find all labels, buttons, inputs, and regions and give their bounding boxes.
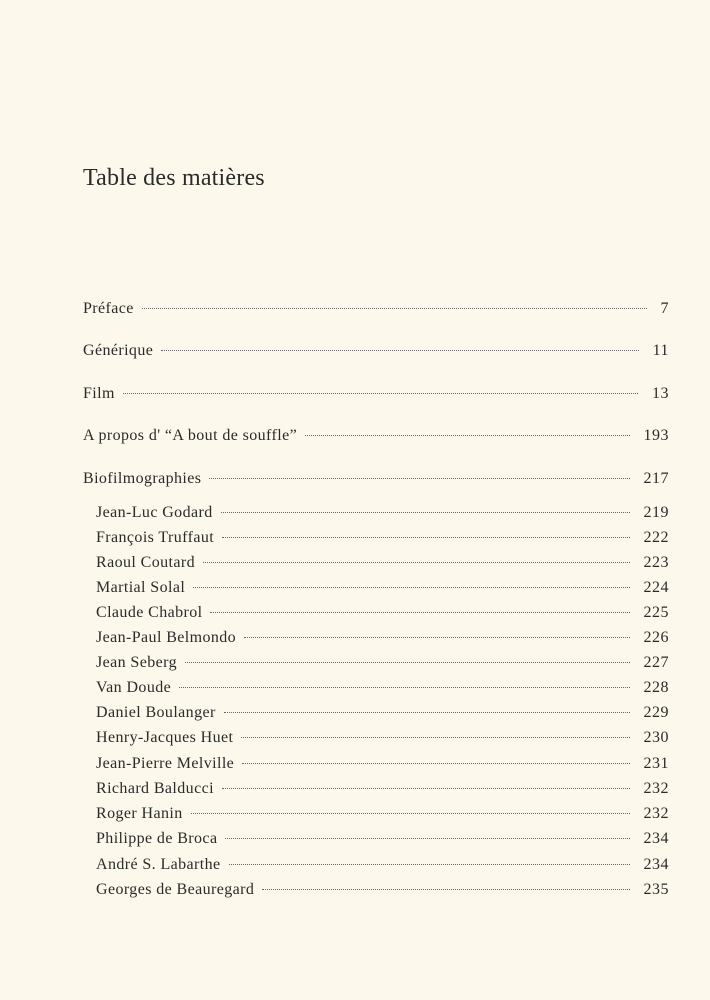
dot-leader: [185, 662, 630, 663]
toc-entry-page: 223: [643, 554, 669, 571]
dot-leader: [242, 763, 629, 764]
toc-entry-page: 227: [643, 654, 669, 671]
toc-entry-label: Martial Solal: [96, 579, 186, 596]
page-title: Table des matières: [83, 165, 265, 191]
toc-entry-label: Film: [83, 385, 115, 402]
toc-entry-label: A propos d' “A bout de souffle”: [83, 427, 298, 444]
toc-entry-page: 230: [643, 729, 669, 746]
toc-entry-label: Van Doude: [96, 679, 172, 696]
toc-entry-label: Claude Chabrol: [96, 604, 203, 621]
toc-entry-page: 7: [660, 300, 669, 317]
toc-entry-page: 225: [643, 604, 669, 621]
toc-subentry: [96, 629, 669, 653]
toc-subentry: [96, 780, 669, 804]
dot-leader: [244, 637, 629, 638]
toc-entry-label: André S. Labarthe: [96, 856, 221, 873]
toc-entry-label: Philippe de Broca: [96, 830, 218, 847]
toc-entry-page: 234: [643, 856, 669, 873]
dot-leader: [191, 813, 630, 814]
toc-subentry: [96, 729, 669, 753]
toc-subentry: [96, 529, 669, 553]
toc-subentry: [96, 554, 669, 578]
toc-entry: [83, 385, 669, 409]
dot-leader: [225, 838, 629, 839]
dot-leader: [241, 737, 629, 738]
dot-leader: [210, 612, 629, 613]
toc-subentry: [96, 830, 669, 854]
toc-subentry: [96, 579, 669, 603]
toc-entry-page: 234: [643, 830, 669, 847]
toc-entry-page: 222: [643, 529, 669, 546]
toc-entry-label: Jean Seberg: [96, 654, 177, 671]
dot-leader: [222, 788, 630, 789]
dot-leader: [161, 350, 638, 351]
toc-entry-page: 228: [643, 679, 669, 696]
toc-entry: [83, 342, 669, 366]
toc-entry-page: 13: [652, 385, 669, 402]
toc-entry-label: Richard Balducci: [96, 780, 214, 797]
toc-entry: [83, 300, 669, 324]
toc-entry-page: 226: [643, 629, 669, 646]
toc-entry-page: 232: [643, 780, 669, 797]
dot-leader: [203, 562, 630, 563]
toc-subentry: [96, 805, 669, 829]
toc-entry-page: 232: [643, 805, 669, 822]
toc-subentry: [96, 654, 669, 678]
toc-entry-page: 11: [652, 342, 669, 359]
toc-entry-page: 219: [643, 504, 669, 521]
toc-entry-label: Jean-Pierre Melville: [96, 755, 235, 772]
toc-entry-label: Jean-Paul Belmondo: [96, 629, 237, 646]
dot-leader: [305, 435, 629, 436]
dot-leader: [179, 687, 629, 688]
toc-entry-label: Roger Hanin: [96, 805, 183, 822]
dot-leader: [229, 864, 630, 865]
toc-entry: [83, 470, 669, 494]
toc-subentry: [96, 704, 669, 728]
toc-entry-page: 217: [643, 470, 669, 487]
toc-entry: [83, 427, 669, 451]
dot-leader: [221, 512, 630, 513]
toc-entry-label: Biofilmographies: [83, 470, 202, 487]
dot-leader: [142, 308, 647, 309]
toc-entry-label: Henry-Jacques Huet: [96, 729, 234, 746]
toc-entry-page: 193: [643, 427, 669, 444]
toc-entry-label: Raoul Coutard: [96, 554, 195, 571]
toc-subentry: [96, 679, 669, 703]
dot-leader: [193, 587, 629, 588]
toc-entry-label: Jean-Luc Godard: [96, 504, 213, 521]
dot-leader: [224, 712, 630, 713]
toc-entry-page: 235: [643, 881, 669, 898]
dot-leader: [222, 537, 629, 538]
toc-entry-label: Georges de Beauregard: [96, 881, 255, 898]
toc-entry-label: François Truffaut: [96, 529, 215, 546]
toc-entry-label: Générique: [83, 342, 154, 359]
toc-entry-page: 231: [643, 755, 669, 772]
dot-leader: [209, 478, 629, 479]
toc-entry-page: 229: [643, 704, 669, 721]
toc-subentry: [96, 504, 669, 528]
toc-subentry: [96, 604, 669, 628]
toc-entry-label: Daniel Boulanger: [96, 704, 216, 721]
dot-leader: [123, 393, 638, 394]
toc-entry-page: 224: [643, 579, 669, 596]
dot-leader: [262, 889, 629, 890]
toc-subentry: [96, 881, 669, 905]
toc-subentry: [96, 755, 669, 779]
toc-entry-label: Préface: [83, 300, 134, 317]
toc-subentry: [96, 856, 669, 880]
